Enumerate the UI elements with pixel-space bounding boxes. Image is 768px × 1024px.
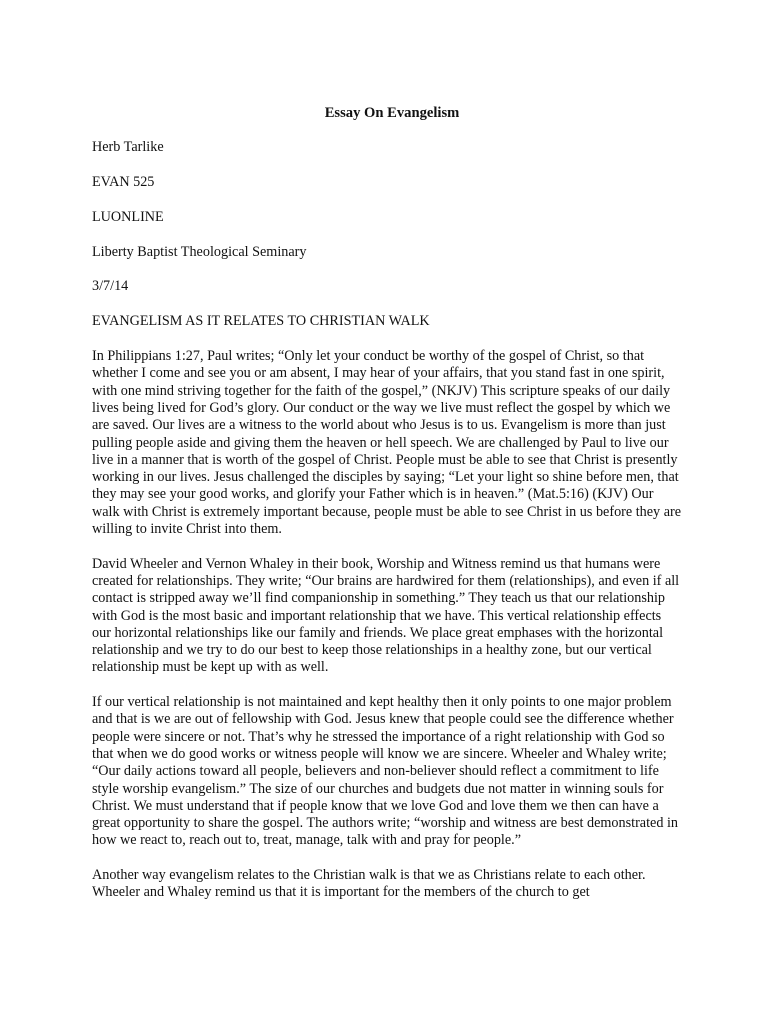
course-section: LUONLINE bbox=[92, 208, 164, 225]
course-code: EVAN 525 bbox=[92, 174, 155, 191]
section-heading: EVANGELISM AS IT RELATES TO CHRISTIAN WALK bbox=[92, 313, 430, 330]
essay-title: Essay On Evangelism bbox=[324, 105, 460, 121]
author-name: Herb Tarlike bbox=[92, 139, 164, 156]
paragraph: If our vertical relationship is not maintained and kept healthy then it only points to one major problem and that is we are out of fellowship with God. Jesus knew that people could see the difference whether people were sincere or not. That’s why he stressed the importance of a right relationship with God so that when we do good works or witness people will know we are sincere. Wheeler and Whaley write; “Our daily actions toward all people, believers and non-believer should reflect a commitment to life style worship evangelism.” The size of our churches and budgets due not matter in winning souls for Christ. We must understand that if people know that we love God and love them we then can have a great opportunity to share the gospel. The authors write; “worship and witness are best demonstrated in how we react to, reach out to, treat, manage, talk with and pray for people.” bbox=[92, 694, 679, 849]
paragraph: Another way evangelism relates to the Christian walk is that we as Christians relate to each other. Wheeler and Whaley remind us that it is important for the members of the church to get bbox=[92, 866, 646, 901]
essay-date: 3/7/14 bbox=[92, 278, 129, 295]
institution-name: Liberty Baptist Theological Seminary bbox=[92, 243, 307, 260]
paragraph: In Philippians 1:27, Paul writes; “Only let your conduct be worthy of the gospel of Christ, so that whether I come and see you or am absent, I may hear of your affairs, that you stand fast in one spirit, with one mind striving together for the faith of the gospel,” (NKJV) This scripture speaks of our daily lives being lived for God’s glory. Our conduct or the way we live must reflect the gospel by which we are saved. Our lives are a witness to the world about who Jesus is to us. Evangelism is more than just pulling people aside and giving them the heaven or hell speech. We are challenged by Paul to live our live in a manner that is worth of the gospel of Christ. People must be able to see that Christ is presently working in our lives. Jesus challenged the disciples by saying; “Let your light so shine before men, that they may see your good works, and glorify your Father which is in heaven.” (Mat.5:16) (KJV) Our walk with Christ is extremely important because, people must be able to see Christ in us before they are willing to invite Christ into them. bbox=[92, 348, 682, 538]
paragraph: David Wheeler and Vernon Whaley in their book, Worship and Witness remind us that humans were created for relationships. They write; “Our brains are hardwired for them (relationships), and even if all contact is stripped away we’ll find companionship in something.” They teach us that our relationship with God is the most basic and important relationship that we have. This vertical relationship effects our horizontal relationships like our family and friends. We place great emphases with the horizontal relationship and we try to do our best to keep those relationships in a healthy zone, but our vertical relationship must be kept up with as well. bbox=[92, 555, 680, 676]
essay-body bbox=[92, 105, 682, 919]
